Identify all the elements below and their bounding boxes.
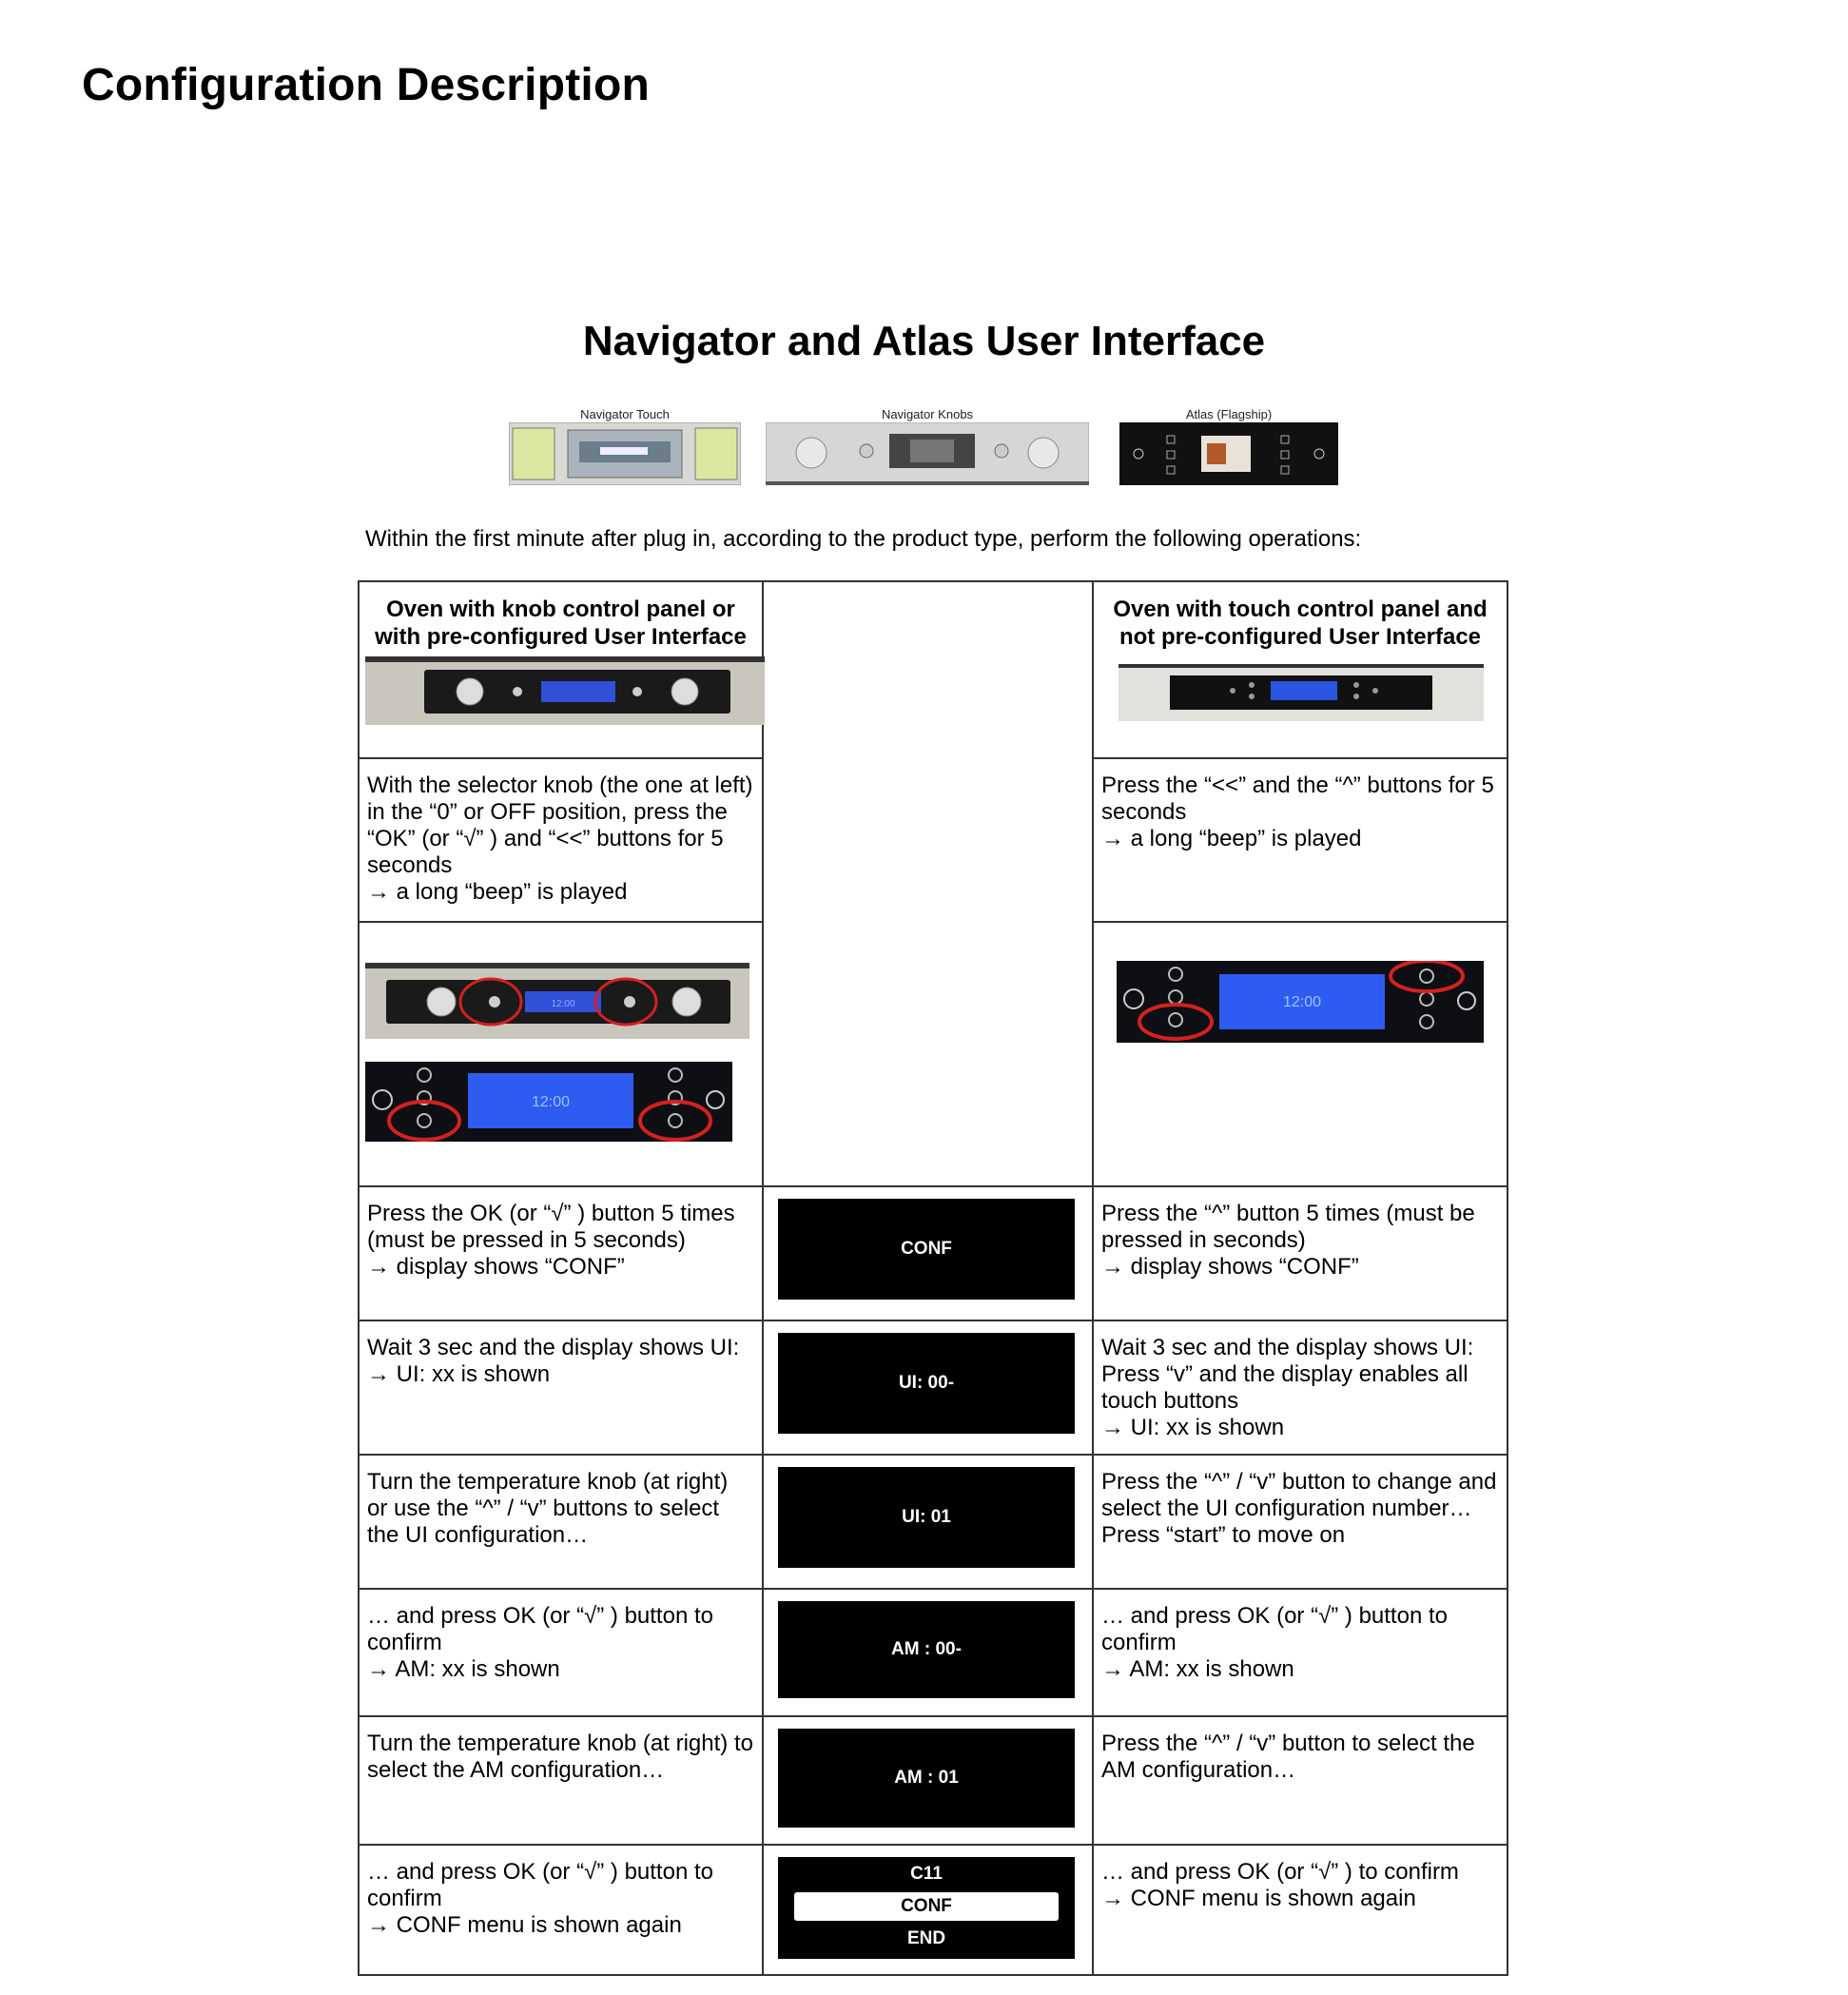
step-result-text: → display shows “CONF” [1101, 1254, 1359, 1280]
step-text: Wait 3 sec and the display shows UI: [367, 1335, 740, 1360]
intro-text: Within the first minute after plug in, according to the product type, perform the following operations: [365, 526, 1362, 552]
row-right-cell [1093, 1716, 1508, 1845]
display-cell [763, 1186, 1093, 1320]
navigator-knobs-panel-image [766, 422, 1089, 485]
step-result-text: → CONF menu is shown again [367, 1912, 682, 1938]
thumbnail-caption: Atlas (Flagship) [1185, 407, 1273, 421]
row-right-cell [1093, 1455, 1508, 1589]
row-left-cell [359, 1845, 763, 1975]
step-text: Press the “^” / “v” button to change and select the UI configuration number… [1101, 1469, 1497, 1521]
button-images-right-cell [1093, 922, 1508, 1186]
thumbnail-atlas-flagship [1119, 407, 1338, 485]
table-row [359, 1845, 1508, 1975]
menu-line: C11 [910, 1864, 943, 1884]
row1-right-cell [1093, 758, 1508, 922]
navigator-touch-panel-image [509, 422, 741, 485]
section-title: Navigator and Atlas User Interface [582, 318, 1266, 364]
thumbnail-caption: Navigator Touch [580, 407, 670, 421]
menu-line-selected: CONF [794, 1892, 1059, 1921]
step-result-text: → display shows “CONF” [367, 1254, 625, 1280]
display-cell [763, 1716, 1093, 1845]
display-screen [778, 1729, 1075, 1828]
step-text: Press the OK (or “√” ) button 5 times (must be pressed in 5 seconds) [367, 1201, 735, 1253]
display-cell [763, 1589, 1093, 1716]
step-text: … and press OK (or “√” ) to confirm [1101, 1859, 1459, 1885]
display-screen [778, 1467, 1075, 1568]
step-text: Turn the temperature knob (at right) to select the AM configuration… [367, 1731, 753, 1783]
row-left-cell [359, 1589, 763, 1716]
thumbnail-caption: Navigator Knobs [881, 407, 974, 421]
row-left-cell [359, 1320, 763, 1455]
touch-panel-highlighted-image [1094, 923, 1507, 1043]
table-row [359, 1589, 1508, 1716]
step-result-text: → a long “beep” is played [1101, 826, 1362, 851]
step-text: … and press OK (or “√” ) button to confirm [367, 1859, 713, 1911]
step-text: With the selector knob (the one at left) in the “0” or OFF position, press the “OK” (or “√” ) and “<<” buttons for 5 seconds [367, 773, 753, 878]
display-cell [763, 1455, 1093, 1589]
step-result-text: → UI: xx is shown [1101, 1415, 1285, 1440]
display-text: UI: 00- [898, 1373, 955, 1393]
header-right-cell [1093, 581, 1508, 758]
touch-display-highlighted-image [360, 1039, 762, 1142]
table-row [359, 1455, 1508, 1589]
step-result-text: → AM: xx is shown [1101, 1656, 1294, 1682]
display-screen [778, 1199, 1075, 1300]
knob-control-panel-image [360, 656, 762, 725]
step-result-text: → AM: xx is shown [367, 1656, 560, 1682]
thumbnail-navigator-knobs [766, 407, 1089, 485]
display-text: AM : 00- [891, 1639, 962, 1659]
panel-time-label: 12:00 [1282, 994, 1322, 1010]
button-images-left-cell [359, 922, 763, 1186]
step-result-text: → UI: xx is shown [367, 1361, 551, 1387]
product-thumbnails [509, 407, 1338, 485]
page-title: Configuration Description [82, 60, 650, 110]
step-text: … and press OK (or “√” ) button to confirm [1101, 1603, 1448, 1655]
display-menu-screen [778, 1857, 1075, 1959]
step-text: … and press OK (or “√” ) button to confirm [367, 1603, 713, 1655]
table-header-row [359, 581, 1508, 758]
panel-time-label: 12:00 [531, 1094, 571, 1110]
table-row [359, 1186, 1508, 1320]
step-result-text: → a long “beep” is played [367, 879, 628, 905]
step-text: Turn the temperature knob (at right) or use the “^” / “v” buttons to select the UI configuration… [367, 1469, 729, 1548]
configuration-steps-table [358, 580, 1508, 1976]
row-right-cell [1093, 1186, 1508, 1320]
step-text: Press “v” and the display enables all touch buttons [1101, 1361, 1469, 1414]
step-text: Press the “^” / “v” button to select the AM configuration… [1101, 1731, 1475, 1783]
header-left-text: Oven with knob control panel or with pre-configured User Interface [375, 597, 747, 650]
step-result-text: → CONF menu is shown again [1101, 1886, 1416, 1911]
row-right-cell [1093, 1845, 1508, 1975]
header-right-text: Oven with touch control panel and not pre-configured User Interface [1113, 597, 1488, 650]
row-right-cell [1093, 1320, 1508, 1455]
display-column-empty-cell [763, 581, 1093, 1186]
table-row [359, 1716, 1508, 1845]
display-text: UI: 01 [902, 1507, 951, 1527]
display-text: CONF [901, 1239, 952, 1259]
atlas-panel-image [1119, 422, 1338, 485]
display-cell [763, 1845, 1093, 1975]
step-text: Wait 3 sec and the display shows UI: [1101, 1335, 1474, 1360]
row-right-cell [1093, 1589, 1508, 1716]
knob-panel-highlighted-image [360, 923, 762, 1039]
display-cell [763, 1320, 1093, 1455]
row-left-cell [359, 1455, 763, 1589]
header-left-cell [359, 581, 763, 758]
step-text: Press the “^” button 5 times (must be pressed in seconds) [1101, 1201, 1475, 1253]
touch-control-panel-image [1094, 656, 1507, 721]
table-row [359, 1320, 1508, 1455]
menu-line: END [906, 1928, 946, 1948]
row1-left-cell [359, 758, 763, 922]
row-left-cell [359, 1186, 763, 1320]
thumbnail-navigator-touch [509, 407, 741, 485]
display-text: AM : 01 [894, 1768, 959, 1788]
step-text: Press the “<<” and the “^” buttons for 5 seconds [1101, 773, 1494, 825]
display-screen [778, 1601, 1075, 1698]
row-left-cell [359, 1716, 763, 1845]
display-screen [778, 1333, 1075, 1434]
panel-time-label: 12:00 [551, 999, 575, 1009]
step-text: Press “start” to move on [1101, 1522, 1346, 1548]
